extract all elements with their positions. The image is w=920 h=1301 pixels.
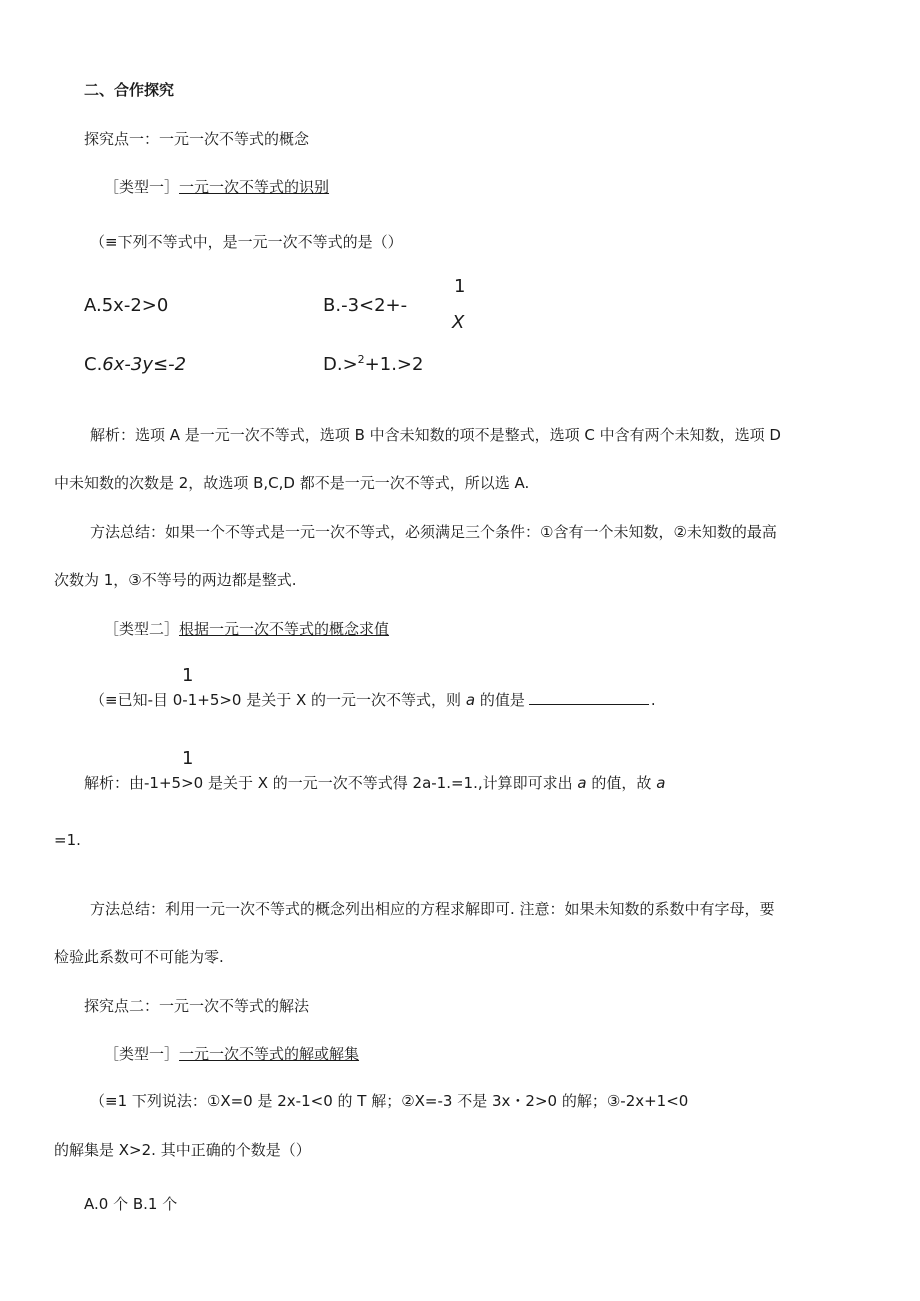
question-2-fraction-top: 1	[182, 665, 194, 686]
method-2-line1: 方法总结：利用一元一次不等式的概念列出相应的方程求解即可. 注意：如果未知数的系数中有字母，要	[90, 900, 775, 918]
option-c-math: 6x-3y≤-2	[102, 354, 187, 375]
option-d-sup: 2	[357, 353, 365, 366]
option-a: A.5x-2>0	[84, 295, 169, 316]
option-c	[84, 355, 186, 375]
section-title: 二、合作探究	[84, 81, 175, 99]
question-2-part1: （≡已知-目 0-1+5>0 是关于 X 的一元一次不等式，则	[90, 691, 462, 709]
option-d-post: +1.>2	[364, 354, 424, 375]
option-d-pre: D.>	[323, 354, 358, 375]
type-label: ［类型二］	[104, 620, 180, 638]
question-3-line1: （≡1 下列说法：①X=0 是 2x-1<0 的 T 解；②X=-3 不是 3x・2>0 的解；③-2x+1<0	[90, 1092, 689, 1110]
type-label: ［类型一］	[104, 1045, 180, 1063]
method-1-line1: 方法总结：如果一个不等式是一元一次不等式，必须满足三个条件：①含有一个未知数，②未知数的最高	[90, 523, 777, 541]
question-2	[90, 690, 656, 710]
analysis-2-var2: a	[656, 774, 666, 792]
answer-blank	[529, 690, 649, 705]
point1-type2-heading	[104, 619, 389, 639]
analysis-2-part2: 的值，故	[591, 774, 652, 792]
analysis-1-line2: 中未知数的次数是 2，故选项 B,C,D 都不是一元一次不等式，所以选 A.	[54, 474, 530, 492]
question-2-end: .	[650, 691, 656, 709]
method-1-line2: 次数为 1，③不等号的两边都是整式.	[54, 571, 297, 589]
option-c-prefix: C.	[84, 354, 103, 375]
point2-title: 探究点二：一元一次不等式的解法	[84, 997, 310, 1015]
analysis-2-line1	[84, 773, 665, 793]
type-title: 一元一次不等式的解或解集	[179, 1045, 360, 1063]
analysis-2-line2: =1.	[54, 831, 81, 849]
question-2-part2: 的值是	[479, 691, 525, 709]
analysis-2-part1: 解析：由-1+5>0 是关于 X 的一元一次不等式得 2a-1.=1.,计算即可求出	[84, 774, 573, 792]
point2-type1-heading	[104, 1044, 359, 1064]
question-3-options: A.0 个 B.1 个	[84, 1195, 178, 1213]
type-title: 一元一次不等式的识别	[179, 178, 330, 196]
option-b: B.-3<2+-	[323, 295, 408, 316]
point1-title: 探究点一：一元一次不等式的概念	[84, 130, 310, 148]
point1-type1-heading	[104, 177, 329, 197]
question-3-line2: 的解集是 X>2. 其中正确的个数是（）	[54, 1141, 311, 1159]
method-2-line2: 检验此系数可不可能为零.	[54, 948, 224, 966]
analysis-2-var: a	[577, 774, 587, 792]
option-d	[323, 355, 423, 377]
type-label: ［类型一］	[104, 178, 180, 196]
option-b-fraction-top: 1	[454, 276, 466, 297]
question-2-var: a	[465, 691, 476, 709]
analysis-1-line1: 解析：选项 A 是一元一次不等式，选项 B 中含未知数的项不是整式，选项 C 中含有两个未知数，选项 D	[90, 426, 781, 444]
option-b-fraction-bottom: X	[452, 312, 465, 333]
question-1: （≡下列不等式中，是一元一次不等式的是（）	[90, 233, 403, 251]
type-title: 根据一元一次不等式的概念求值	[179, 620, 390, 638]
analysis-2-fraction-top: 1	[182, 748, 194, 769]
